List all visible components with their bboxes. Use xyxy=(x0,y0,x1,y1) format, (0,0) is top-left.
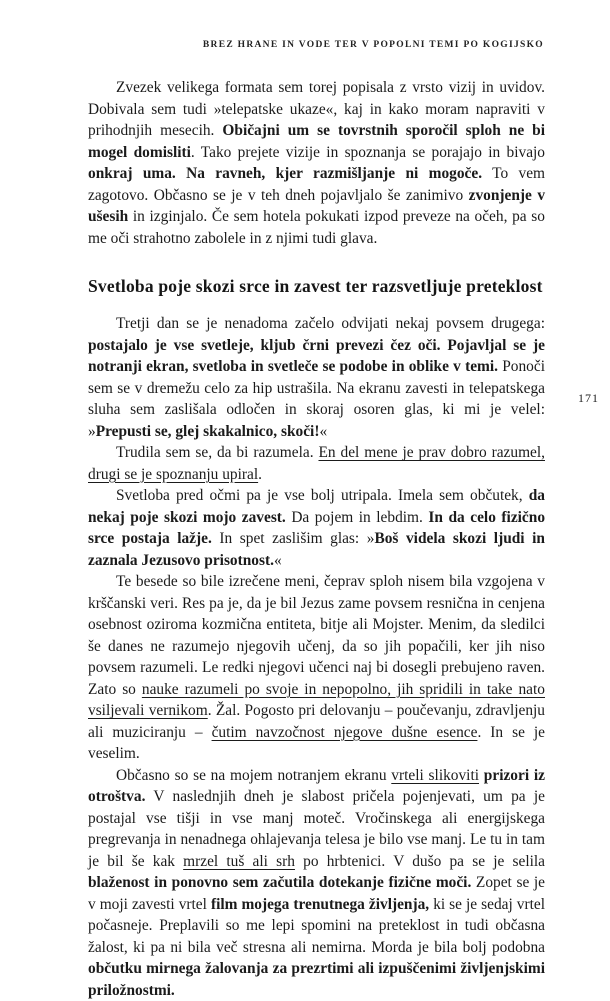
text-block xyxy=(88,77,545,1001)
paragraph-intro xyxy=(88,77,545,249)
text-run: vrteli slikoviti xyxy=(391,767,479,784)
text-run: To vem zagotovo. Občasno se je v teh dneh pojavljalo še zanimivo xyxy=(88,165,545,204)
text-run: Običajni um se tovrstnih sporočil sploh ne bi mogel domisliti xyxy=(88,122,545,161)
text-run: « xyxy=(319,423,327,440)
paragraph-te-besede xyxy=(88,571,545,765)
paragraph-obcasno xyxy=(88,765,545,1001)
text-run: . Žal. Pogosto pri delovanju – poučevanju, zdravljenju ali muziciranju – xyxy=(88,702,545,741)
running-header: BREZ HRANE IN VODE TER V POPOLNI TEMI PO KOGIJSKO xyxy=(203,40,544,50)
text-run: ki se je sedaj vrtel počasneje. Preplavili so me lepi spomini na preteklost in tudi občasna žalost, ki pa ni bila več stresna ali nemirna. Morda je bila bolj podobna xyxy=(88,896,545,956)
text-run: nauke razumeli po svoje in nepopolno, jih spridili in take nato vsiljevali vernikom xyxy=(88,681,545,720)
text-run: in izginjalo. Če sem hotela pokukati izpod preveze na očeh, pa so me oči strahotno zabolele in z njimi tudi glava. xyxy=(88,208,545,247)
text-run: Občasno so se na mojem notranjem ekranu xyxy=(116,767,391,784)
text-run: postajalo je vse svetleje, kljub črni prevezi čez oči. Pojavljal se je notranji ekran, svetloba in svetleče se podobe in oblike v temi. xyxy=(88,337,545,376)
paragraph-svetloba xyxy=(88,485,545,571)
text-run: po hrbtenici. V dušo pa se je selila xyxy=(295,853,545,870)
text-run: . In se je veselim. xyxy=(88,724,545,763)
text-run: . Tako prejete vizije in spoznanja se porajajo in bivajo xyxy=(191,144,545,161)
text-run: En del mene je prav dobro razumel, drugi se je spoznanju upiral xyxy=(88,444,545,483)
paragraph-trudila xyxy=(88,442,545,485)
text-run: « xyxy=(274,552,282,569)
text-run: Te besede so bile izrečene meni, čeprav sploh nisem bila vzgojena v krščanski veri. Res pa je, da je bil Jezus zame povsem resnična in cenjena osebnost oziroma kozmična entiteta, bitje ali Mojster. Menim, da sledilci še danes ne razumejo njegovih učenj, da so jih popačili, ker jih niso povsem razumeli. Le redki njegovi učenci naj bi dosegli prebujeno raven. Zato so xyxy=(88,573,545,698)
text-run: Ponoči sem se v dremežu celo za hip ustrašila. Na ekranu zavesti in telepatskega sluha sem zaslišala odločen in skoraj osoren glas, ki mi je velel: » xyxy=(88,358,545,440)
text-run: Da pojem in lebdim. xyxy=(286,509,429,526)
text-run: čutim navzočnost njegove dušne esence xyxy=(212,724,478,741)
text-run: da nekaj poje skozi mojo zavest. xyxy=(88,487,545,526)
text-run: Zopet se je v moji zavesti vrtel xyxy=(88,874,545,913)
text-run: mrzel tuš ali srh xyxy=(183,853,295,870)
text-run: Tretji dan se je nenadoma začelo odvijati nekaj povsem drugega: xyxy=(116,315,545,332)
text-run: Svetloba pred očmi pa je vse bolj utripala. Imela sem občutek, xyxy=(116,487,529,504)
text-run: V naslednjih dneh je slabost pričela pojenjevati, um pa je postajal vse tišji in vse manj moteč. Vročinskega ali energijskega pregrevanja in nenadnega ohlajevanja telesa je bilo vse manj. Le tu in tam je bil še kak xyxy=(88,788,545,870)
text-run: Prepusti se, glej skakalnico, skoči! xyxy=(96,423,320,440)
text-run: občutku mirnega žalovanja za prezrtimi ali izpuščenimi življenjskimi priložnostmi. xyxy=(88,960,545,999)
text-run: blaženost in ponovno sem začutila dotekanje fizične moči. xyxy=(88,874,471,891)
text-run: film mojega trenutnega življenja, xyxy=(211,896,429,913)
section-heading: Svetloba poje skozi srce in zavest ter razsvetljuje preteklost xyxy=(88,274,545,298)
text-run: In spet zaslišim glas: » xyxy=(212,530,375,547)
text-run: Boš videla skozi ljudi in zaznala Jezusovo prisotnost. xyxy=(88,530,545,569)
text-run: . xyxy=(258,466,262,483)
text-run: Trudila sem se, da bi razumela. xyxy=(116,444,318,461)
page-number: 171 xyxy=(578,391,599,406)
text-run: zvonjenje v ušesih xyxy=(88,187,545,226)
text-run: Zvezek velikega formata sem torej popisala z vrsto vizij in uvidov. Dobivala sem tudi »telepatske ukaze«, kaj in kako moram napraviti v prihodnjih mesecih. xyxy=(88,79,545,139)
text-run: prizori iz otroštva. xyxy=(88,767,545,806)
paragraph-third-day xyxy=(88,313,545,442)
text-run: onkraj uma. Na ravneh, kjer razmišljanje ni mogoče. xyxy=(88,165,482,182)
text-run: In da celo fizično srce postaja lažje. xyxy=(88,509,545,548)
